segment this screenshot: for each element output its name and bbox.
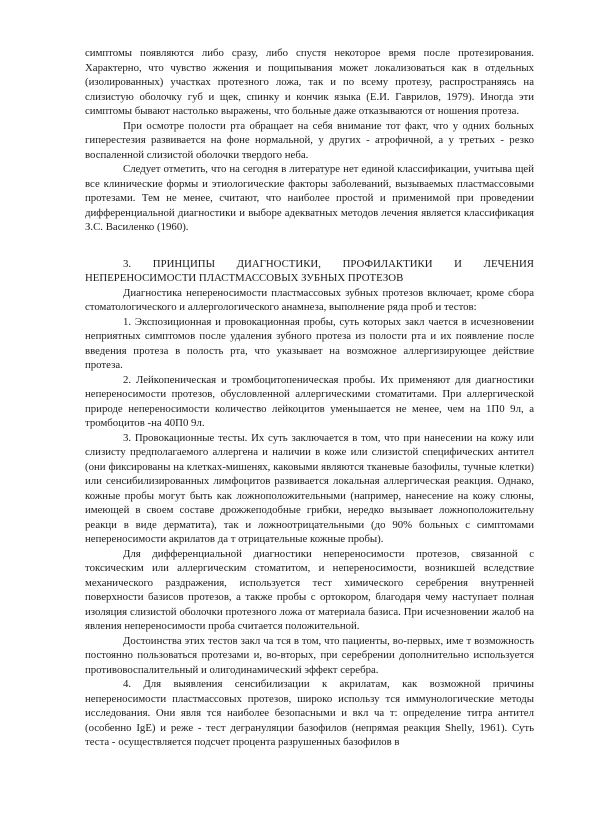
paragraph-classification: Следует отметить, что на сегодня в литературе нет единой классификации, учитыва щей все клинические формы и этиологические факторы заболеваний, вызываемых пластмассовыми протезами. Тем не менее, считают, что наиболее простой и применимой при проведении дифференциальной диагностики и выборе адекватных методов лечения является классификация З.С. Василенко (1960).	[85, 163, 534, 233]
paragraph-exposition-test: 1. Экспозиционная и провокационная пробы, суть которых закл чается в исчезновении неприятных симптомов после удаления зубного протеза из полости рта и их появление после введения протеза в полость рта, что указывает на возможное аллергизирующее действие протеза.	[85, 315, 534, 371]
paragraph-immunological-methods: 4. Для выявления сенсибилизации к акрилатам, как возможной причины непереносимости пластмассовых протезов, широко использу тся иммунологические методы исследования. Они явля тся наиболее безопасными и вкл ча т: определение титра антител (особенно IgE) и реже - тест дегрануляции базофилов (непрямая реакция Shelly, 1961). Суть теста - осуществляется подсчет процента разрушенных базофилов в	[85, 678, 534, 748]
section-heading-line-2: НЕПЕРЕНОСИМОСТИ ПЛАСТМАССОВЫХ ЗУБНЫХ ПРОТЕЗОВ	[85, 272, 404, 284]
paragraph-leukopenic-test: 2. Лейкопеническая и тромбоцитопеническая пробы. Их применяют для диагностики непереносимости протезов, обусловленной аллергическими стоматитами. При аллергической природе непереносимости количество лейкоцитов уменьшается не менее, чем на 1П0 9л, а тромбоцитов -на 40П0 9л.	[85, 373, 534, 429]
paragraph-symptoms: симптомы появляются либо сразу, либо спустя некоторое время после протезирования. Характерно, что чувство жжения и пощипывания может локализоваться как в отдельных (изолированных) участках протезного ложа, так и по всему протезу, распространяясь на слизистую оболочку губ и щек, спинку и кончик языка (Е.И. Гаврилов, 1979). Иногда эти симптомы бывают настолько выражены, что больные даже отказываются от ношения протеза.	[85, 47, 534, 117]
paragraph-examination: При осмотре полости рта обращает на себя внимание тот факт, что у одних больных гиперестезия развивается на фоне нормальной, у других - атрофичной, а у третьих - резко воспаленной слизистой оболочки твердого неба.	[85, 119, 534, 161]
paragraph-test-advantages: Достоинства этих тестов закл ча тся в том, что пациенты, во-первых, име т возможность постоянно пользоваться протезами и, во-вторых, при серебрении дополнительно используется противовоспалительный и олигодинамический эффект серебра.	[85, 634, 534, 676]
section-heading-line-1: 3. ПРИНЦИПЫ ДИАГНОСТИКИ, ПРОФИЛАКТИКИ И ЛЕЧЕНИЯ	[123, 257, 534, 270]
paragraph-provocation-tests: 3. Провокационные тесты. Их суть заключается в том, что при нанесении на кожу или слизисту предполагаемого аллергена и наличии в коже или слизистой специфических антител (они фиксированы на клетках-мишенях, каковыми являются тканевые базофилы, тучные клетки) или сенсибилизированных лимфоцитов развивается локальная аллергическая реакция. Однако, кожные пробы могут быть как ложноположительными (например, нанесение на кожу слюны, имеющей в своем составе дрожжеподобные грибки, нередко вызывает ложноположительну реакци в виде дерматита), так и ложноотрицательными (до 90% больных с симптомами непереносимости акрилатов да т отрицательные кожные пробы).	[85, 431, 534, 545]
paragraph-diagnostics-intro: Диагностика непереносимости пластмассовых зубных протезов включает, кроме сбора стоматологического и аллергологического анамнеза, выполнение ряда проб и тестов:	[85, 286, 534, 313]
section-gap	[85, 235, 534, 247]
paragraph-differential-diagnosis: Для дифференциальной диагностики непереносимости протезов, связанной с токсическим или аллергическим стоматитом, и непереносимости, возникшей вследствие механического раздражения, используется тест химического серебрения внутренней поверхности базисов протезов, а также пробы с ортокором, благодаря чему наступает полная изоляция слизистой оболочки протезного ложа от материала базиса. При исчезновении жалоб на явления непереносимости проба считается положительной.	[85, 547, 534, 632]
